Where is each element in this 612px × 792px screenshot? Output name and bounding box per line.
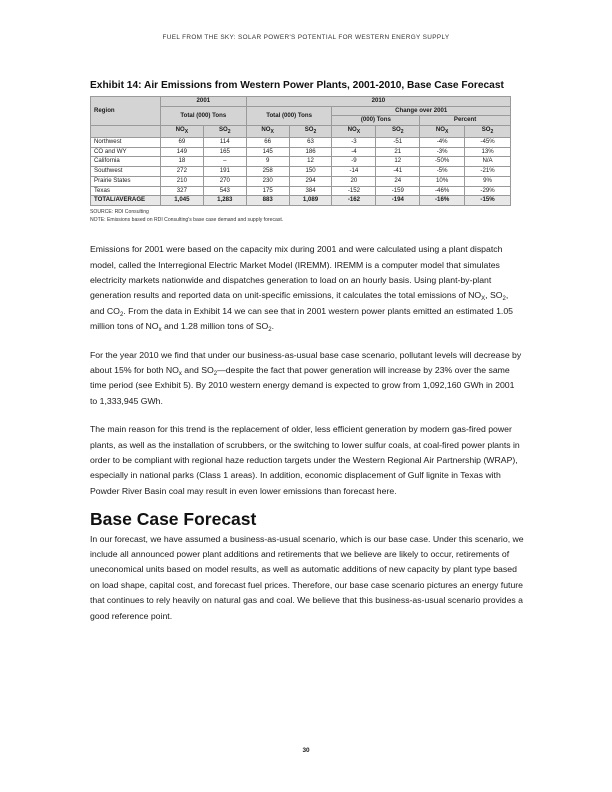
value-cell: -162	[332, 196, 376, 206]
value-cell: N/A	[465, 157, 511, 167]
value-cell: -3%	[420, 147, 465, 157]
value-cell: 12	[376, 157, 420, 167]
value-cell: -4%	[420, 138, 465, 148]
header-change: Change over 2001	[332, 106, 511, 116]
header-blank	[91, 126, 161, 138]
region-cell: TOTAL/AVERAGE	[91, 196, 161, 206]
header-percent: Percent	[420, 116, 511, 126]
value-cell: 149	[160, 147, 203, 157]
value-cell: 327	[160, 186, 203, 196]
header-nox: $NO_X$	[332, 126, 376, 138]
value-cell: -21%	[465, 167, 511, 177]
value-cell: 1,089	[289, 196, 332, 206]
value-cell: 258	[246, 167, 289, 177]
header-so2: $SO_2$	[289, 126, 332, 138]
region-cell: Texas	[91, 186, 161, 196]
table-row	[91, 186, 511, 196]
value-cell: -5%	[420, 167, 465, 177]
region-cell: Northwest	[91, 138, 161, 148]
header-2001: 2001	[160, 97, 246, 107]
value-cell: 18	[160, 157, 203, 167]
header-2010: 2010	[246, 97, 510, 107]
header-nox: $NO_X$	[420, 126, 465, 138]
region-cell: CO and WY	[91, 147, 161, 157]
running-head: FUEL FROM THE SKY: SOLAR POWER'S POTENTIAL FOR WESTERN ENERGY SUPPLY	[162, 34, 450, 41]
value-cell: 66	[246, 138, 289, 148]
value-cell: 9%	[465, 176, 511, 186]
header-nox: $NO_X$	[160, 126, 203, 138]
value-cell: 21	[376, 147, 420, 157]
value-cell: 384	[289, 186, 332, 196]
value-cell: –	[203, 157, 246, 167]
page-content	[90, 80, 524, 637]
value-cell: 150	[289, 167, 332, 177]
value-cell: 543	[203, 186, 246, 196]
table-note: NOTE: Emissions based on RDI Consulting's base case demand and supply forecast.	[90, 216, 284, 223]
value-cell: 272	[160, 167, 203, 177]
value-cell: -3	[332, 138, 376, 148]
value-cell: 20	[332, 176, 376, 186]
table-body	[91, 138, 511, 206]
value-cell: 63	[289, 138, 332, 148]
value-cell: -41	[376, 167, 420, 177]
header-so2: $SO_2$	[465, 126, 511, 138]
value-cell: 145	[246, 147, 289, 157]
body-text	[90, 242, 524, 624]
value-cell: 175	[246, 186, 289, 196]
header-total-tons-2010: Total (000) Tons	[246, 106, 332, 125]
paragraph: Emissions for 2001 were based on the capacity mix during 2001 and were calculated using a plant dispatch model, called the Interregional Electric Market Model (IREMM). IREMM is a computer model that simulates electricity markets nationwide and dispatches generation to load on an hourly basis. Using plant-by-plant generation results and reported data on unit-specific emissions, it calculates the total emissions of $NO_X$, $SO_2$, and $CO_2$. From the data in Exhibit 14 we can see that in 2001 western power plants emitted an estimated 1.05 million tons of $NO_x$ and 1.28 million tons of $SO_2$.	[90, 244, 514, 334]
value-cell: 883	[246, 196, 289, 206]
page-number: 30	[302, 747, 310, 754]
value-cell: -46%	[420, 186, 465, 196]
value-cell: 210	[160, 176, 203, 186]
table-source: SOURCE: RDI Consulting	[90, 208, 149, 215]
value-cell: -51	[376, 138, 420, 148]
value-cell: -194	[376, 196, 420, 206]
value-cell: -14	[332, 167, 376, 177]
value-cell: 230	[246, 176, 289, 186]
section-heading: Base Case Forecast	[90, 509, 257, 530]
region-cell: Southwest	[91, 167, 161, 177]
paragraph: In our forecast, we have assumed a business-as-usual scenario, which is our base case. Under this scenario, we include all announced power plant additions and retirements that we believe are likely to occur, retirements of uneconomical units based on model results, as well as automatic additions of new capacity by plant type based on load shape, capital cost, and forecast fuel prices. Therefore, our base case scenario pictures an energy future that continues to rely heavily on natural gas and coal. We believe that this business-as-usual scenario provides a good reference point.	[90, 533, 524, 621]
value-cell: 13%	[465, 147, 511, 157]
exhibit-title: Exhibit 14: Air Emissions from Western Power Plants, 2001-2010, Base Case Forecast	[90, 80, 504, 91]
value-cell: 294	[289, 176, 332, 186]
value-cell: 9	[246, 157, 289, 167]
value-cell: -4	[332, 147, 376, 157]
value-cell: 1,283	[203, 196, 246, 206]
emissions-table	[90, 96, 511, 206]
value-cell: -152	[332, 186, 376, 196]
paragraph: For the year 2010 we find that under our business-as-usual base case scenario, pollutant levels will decrease by about 15% for both $NO_x$ and $SO_2—despite$ the fact that power generation will increase by 23% over the same time period (see Exhibit 5). By 2010 western energy demand is expected to grow from 1,092,160 GWh in 2001 to 1,333,945 GWh.	[90, 349, 522, 406]
value-cell: 191	[203, 167, 246, 177]
region-cell: Prairie States	[91, 176, 161, 186]
value-cell: -15%	[465, 196, 511, 206]
value-cell: -29%	[465, 186, 511, 196]
table-notes	[90, 209, 524, 224]
value-cell: -45%	[465, 138, 511, 148]
value-cell: 24	[376, 176, 420, 186]
value-cell: 69	[160, 138, 203, 148]
table-row	[91, 196, 511, 206]
table-row	[91, 167, 511, 177]
value-cell: 1,045	[160, 196, 203, 206]
table-row	[91, 176, 511, 186]
header-total-tons-2001: Total (000) Tons	[160, 106, 246, 125]
header-so2: $SO_2$	[376, 126, 420, 138]
value-cell: -16%	[420, 196, 465, 206]
table-row	[91, 147, 511, 157]
table-row	[91, 138, 511, 148]
value-cell: 12	[289, 157, 332, 167]
header-nox: $NO_X$	[246, 126, 289, 138]
value-cell: 270	[203, 176, 246, 186]
value-cell: 165	[203, 147, 246, 157]
table-row	[91, 157, 511, 167]
value-cell: 10%	[420, 176, 465, 186]
header-region: Region	[91, 97, 161, 126]
value-cell: 186	[289, 147, 332, 157]
header-so2: $SO_2$	[203, 126, 246, 138]
value-cell: -159	[376, 186, 420, 196]
value-cell: -9	[332, 157, 376, 167]
region-cell: California	[91, 157, 161, 167]
value-cell: 114	[203, 138, 246, 148]
header-change-tons: (000) Tons	[332, 116, 420, 126]
paragraph: The main reason for this trend is the replacement of older, less efficient generation by modern gas-fired power plants, as well as the installation of scrubbers, or the switching to lower sulfur coals, at coal-fired power plants in order to be compliant with regional haze reduction targets under the Western Regional Air Partnership (WRAP), especially in national parks (Class 1 areas). In addition, economic displacement of Gulf lignite in Texas with Powder River Basin coal may result in even lower emissions than forecast here.	[90, 424, 520, 496]
value-cell: -50%	[420, 157, 465, 167]
